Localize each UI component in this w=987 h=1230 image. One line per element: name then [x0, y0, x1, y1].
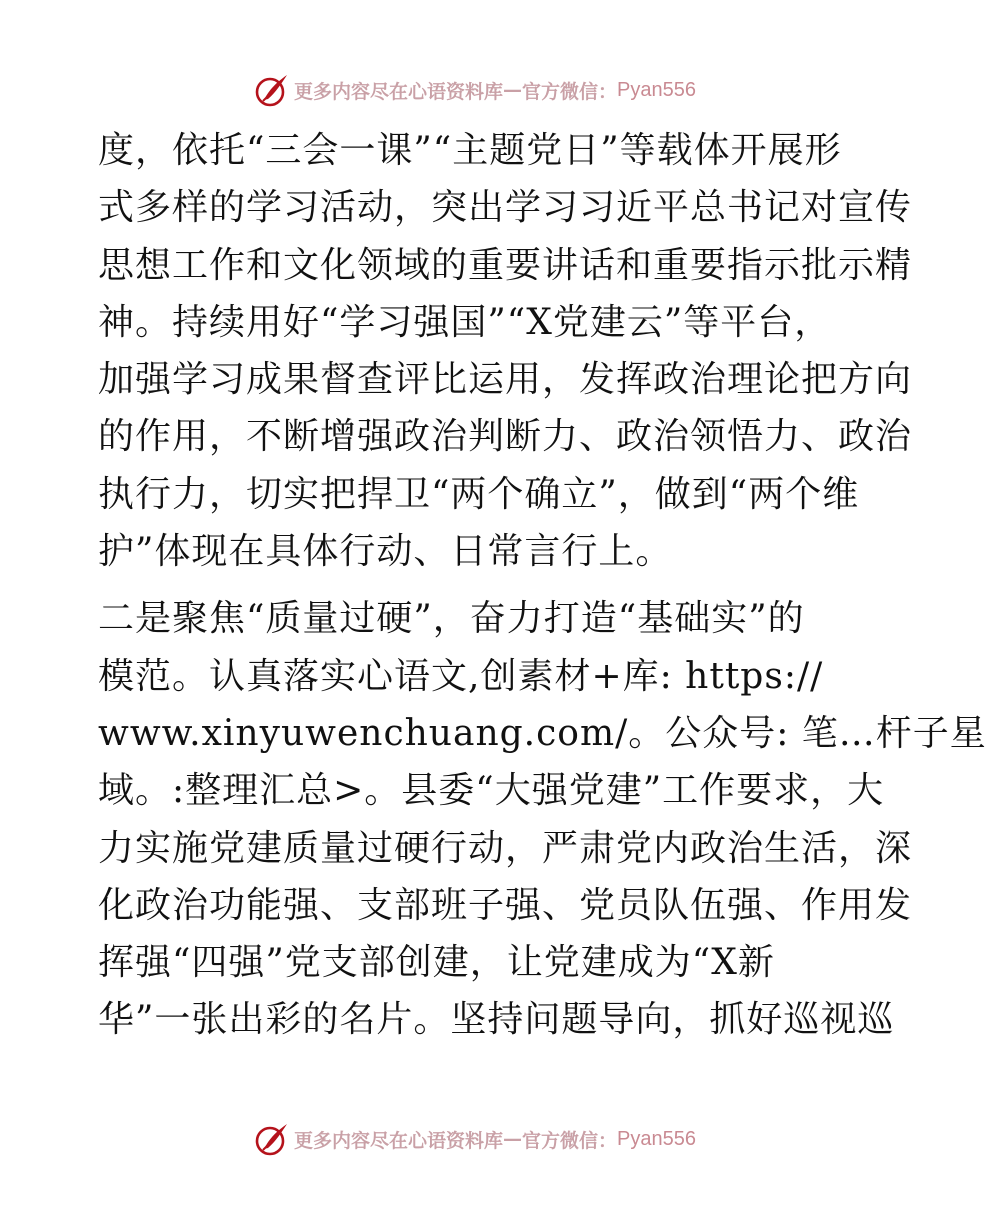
text-line: 的作用，不断增强政治判断力、政治领悟力、政治 [98, 416, 913, 458]
text-line: 思想工作和文化领域的重要讲话和重要指示批示精 [98, 244, 913, 286]
banner-wechat-id: Pyan556 [617, 1127, 696, 1150]
paragraph-1 [98, 122, 913, 580]
text-line: 神。持续用好“学习强国”“X党建云”等平台， [98, 301, 832, 343]
text-line: www.xinyuwenchuang.com/。公众号: 笔…杆子星 [98, 712, 987, 754]
quill-pen-logo-icon [254, 1121, 290, 1157]
header-watermark-banner [0, 68, 950, 112]
paragraph-2 [98, 590, 987, 1048]
text-line: 力实施党建质量过硬行动，严肃党内政治生活，深 [98, 827, 913, 869]
text-line: 二是聚焦“质量过硬”，奋力打造“基础实”的 [98, 598, 805, 640]
text-line: 化政治功能强、支部班子强、党员队伍强、作用发 [98, 884, 913, 926]
banner-text: 更多内容尽在心语资料库 [294, 80, 504, 103]
text-line: 护”体现在具体行动、日常言行上。 [98, 531, 673, 573]
text-line: 域。:整理汇总>。县委“大强党建”工作要求，大 [98, 770, 885, 812]
text-line: 模范。认真落实心语文,创素材+库: https:// [98, 655, 824, 697]
text-line: 度，依托“三会一课”“主题党日”等载体开展形 [98, 130, 842, 171]
banner-text: 更多内容尽在心语资料库 [294, 1129, 504, 1152]
banner-wechat-label: 官方微信： [522, 1129, 618, 1152]
text-line: 式多样的学习活动，突出学习习近平总书记对宣传 [98, 187, 913, 229]
document-body [98, 122, 987, 1049]
text-line: 挥强“四强”党支部创建，让党建成为“X新 [98, 942, 775, 984]
banner-separator: — [503, 1128, 523, 1150]
text-line: 华”一张出彩的名片。坚持问题导向，抓好巡视巡 [98, 999, 895, 1041]
banner-wechat-id: Pyan556 [617, 78, 696, 101]
paragraph-gap [98, 580, 850, 590]
footer-watermark-banner [0, 1117, 950, 1161]
text-line: 加强学习成果督查评比运用，发挥政治理论把方向 [98, 359, 913, 401]
text-line: 执行力，切实把捍卫“两个确立”，做到“两个维 [98, 473, 860, 515]
banner-separator: — [503, 79, 523, 101]
quill-pen-logo-icon [254, 72, 290, 108]
banner-wechat-label: 官方微信： [522, 80, 618, 103]
